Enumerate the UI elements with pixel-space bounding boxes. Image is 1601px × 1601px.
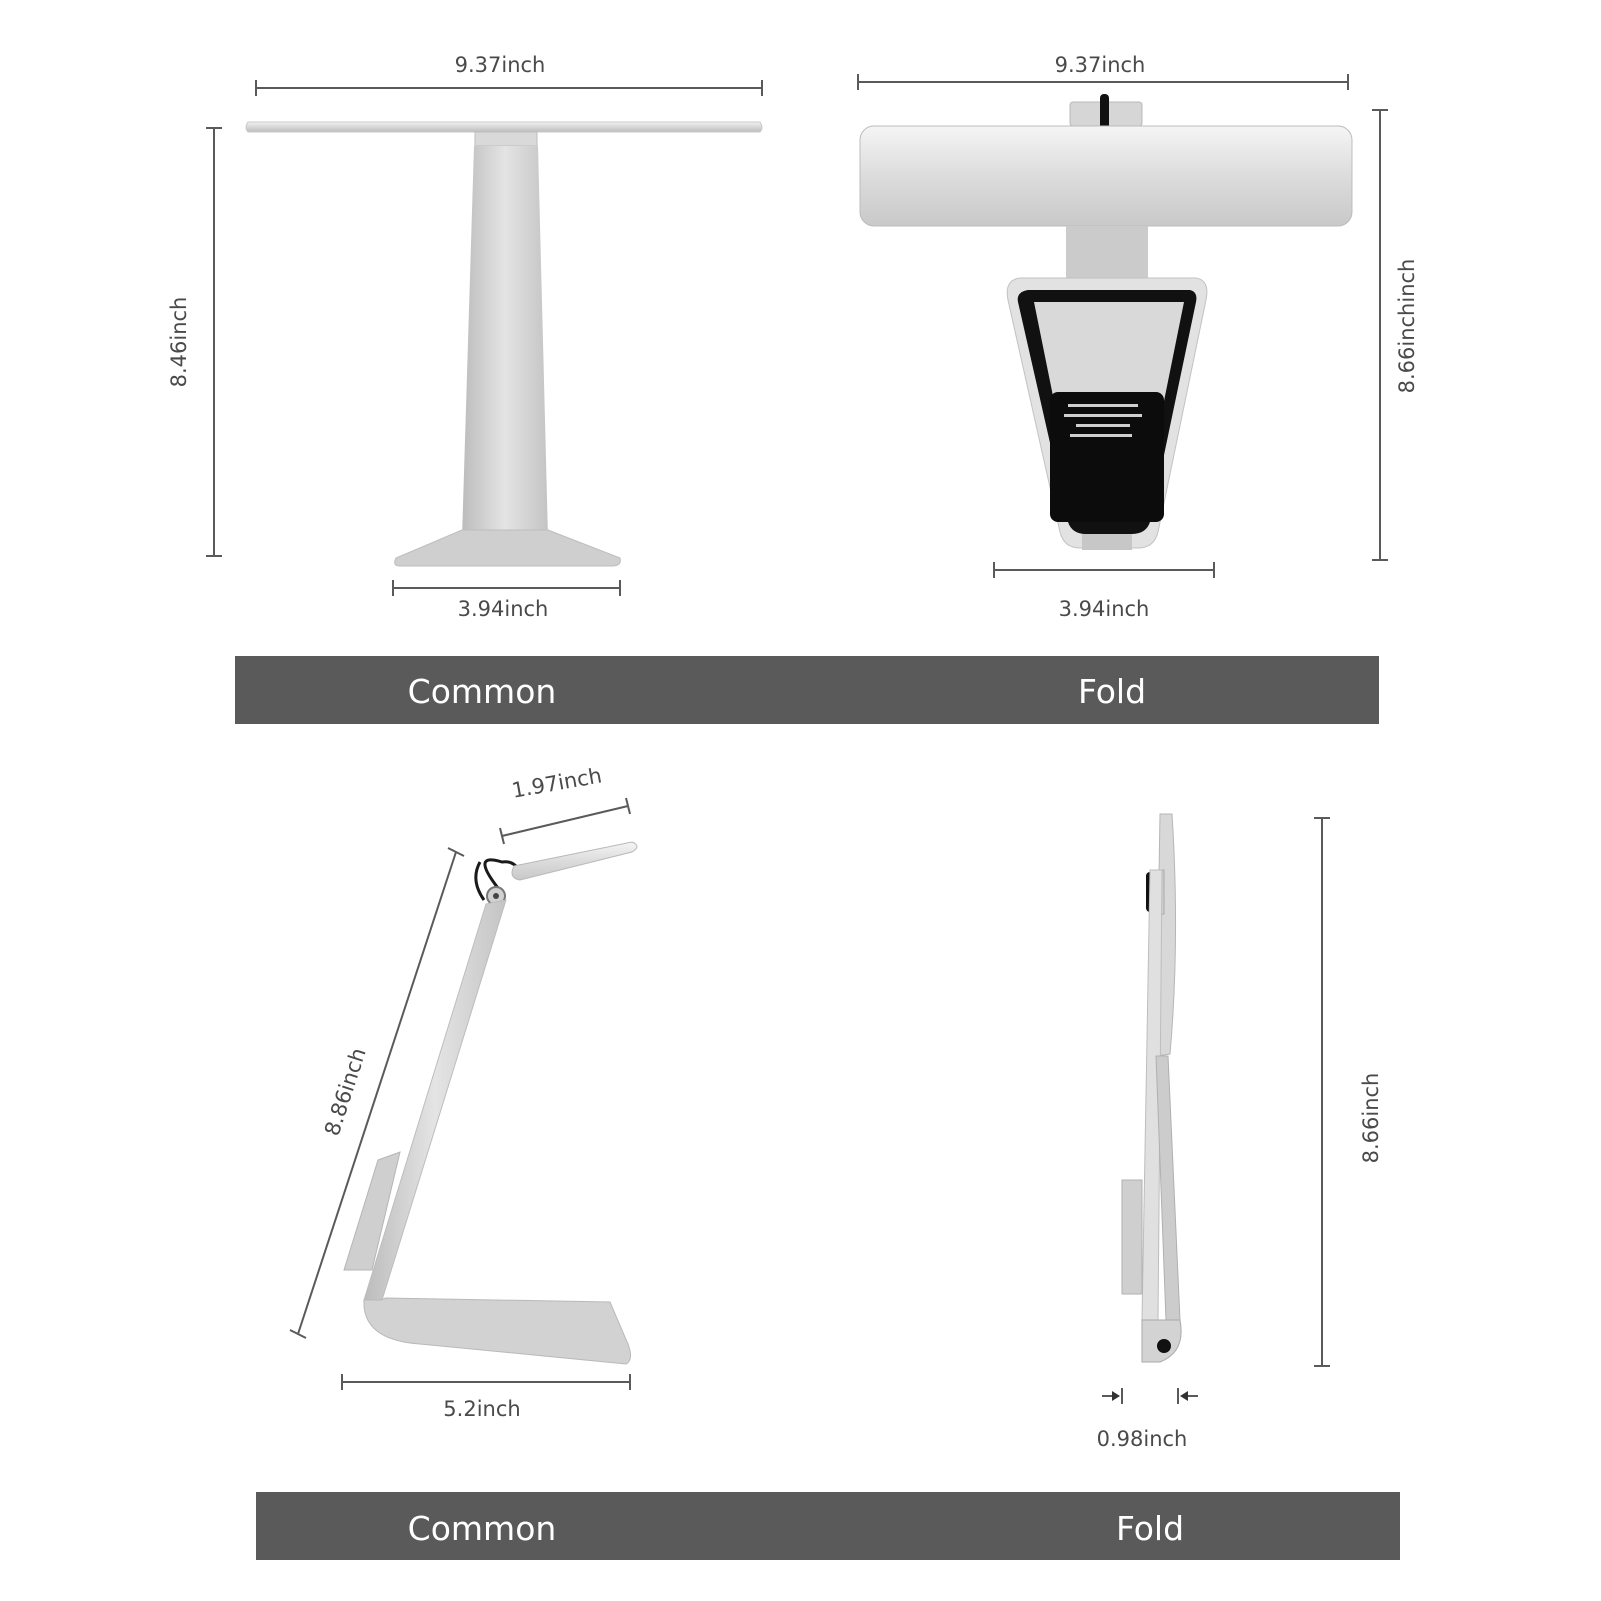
- thickness-label: 0.98inch: [1096, 1427, 1188, 1451]
- caption-common: Common: [407, 1509, 557, 1548]
- foot-tab-shape: [1082, 534, 1132, 550]
- view-side-common: [290, 763, 637, 1421]
- arm-shape: [364, 900, 506, 1300]
- caption-band-top: [235, 656, 1379, 724]
- lamp-head-shape: [860, 126, 1352, 226]
- base-shape: [395, 530, 621, 566]
- base-label: 3.94inch: [1058, 597, 1150, 621]
- hinge-shape: [475, 132, 537, 146]
- view-side-fold: [1097, 814, 1383, 1451]
- view-front-common: [167, 53, 762, 621]
- height-label: 8.66inchinch: [1395, 258, 1419, 394]
- height-label: 8.46inch: [167, 296, 191, 388]
- lamp-head-shape: [246, 122, 762, 132]
- stem-shape: [462, 146, 548, 538]
- arm-length-label: 8.86inch: [319, 1044, 371, 1139]
- base-length-label: 5.2inch: [443, 1397, 521, 1421]
- height-label: 8.66inch: [1359, 1072, 1383, 1164]
- neck-shape: [1066, 226, 1148, 278]
- spec-label-panel: [1050, 392, 1164, 522]
- caption-fold: Fold: [1115, 1509, 1185, 1548]
- folded-back-panel: [1122, 1180, 1142, 1294]
- view-back-fold: [858, 53, 1419, 621]
- caption-common: Common: [407, 672, 557, 711]
- base-label: 3.94inch: [457, 597, 549, 621]
- base-shape: [364, 1298, 631, 1364]
- width-label: 9.37inch: [1054, 53, 1146, 77]
- lamp-head-shape: [512, 842, 637, 880]
- caption-band-bottom: [256, 1492, 1400, 1560]
- caption-fold: Fold: [1077, 672, 1147, 711]
- width-label: 9.37inch: [454, 53, 546, 77]
- head-length-label: 1.97inch: [510, 763, 604, 803]
